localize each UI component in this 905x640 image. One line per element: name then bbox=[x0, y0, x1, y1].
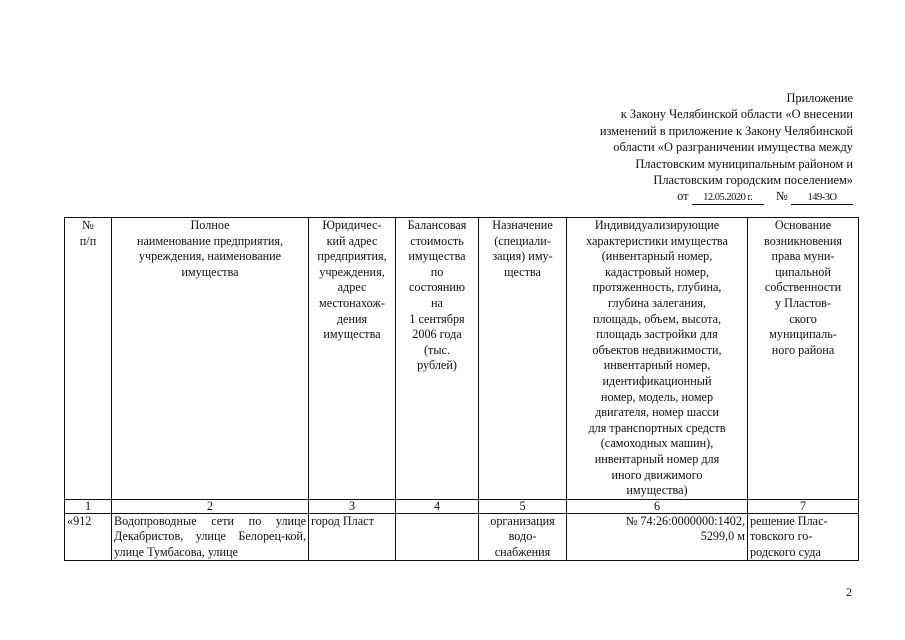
from-label: от bbox=[677, 189, 689, 204]
appendix-line: области «О разграничении имущества между bbox=[613, 140, 853, 155]
appendix-line: к Закону Челябинской области «О внесении bbox=[620, 107, 853, 122]
header-address: Юридичес- кий адрес предприятия, учреждения, адрес местонахож- дения имущества bbox=[309, 218, 396, 500]
law-date-number bbox=[523, 188, 853, 205]
column-number: 4 bbox=[396, 499, 479, 513]
column-number: 3 bbox=[309, 499, 396, 513]
table-header-row bbox=[65, 218, 859, 500]
row-address: город Пласт bbox=[309, 513, 396, 561]
appendix-header bbox=[523, 90, 853, 205]
column-numbers-row bbox=[65, 499, 859, 513]
column-number: 5 bbox=[479, 499, 567, 513]
header-number: № п/п bbox=[65, 218, 112, 500]
page-number: 2 bbox=[846, 585, 852, 599]
row-purpose: организация водо- снабжения bbox=[479, 513, 567, 561]
row-characteristics: № 74:26:0000000:1402, 5299,0 м bbox=[567, 513, 748, 561]
law-number: 149-ЗО bbox=[791, 191, 853, 205]
appendix-line: Пластовским городским поселением» bbox=[653, 173, 853, 188]
appendix-line: Пластовским муниципальным районом и bbox=[635, 156, 853, 171]
header-name: Полное наименование предприятия, учреждения, наименование имущества bbox=[112, 218, 309, 500]
row-balance bbox=[396, 513, 479, 561]
column-number: 1 bbox=[65, 499, 112, 513]
header-characteristics: Индивидуализирующие характеристики имущества (инвентарный номер, кадастровый номер, протяженность, глубина, глубина залегания, площадь, объем, высота, площадь застройки для объектов недвижимости, инвентарный номер, идентификационный номер, модель, номер двигателя, номер шасси для транспортных средств (самоходных машин), инвентарный номер для иного движимого имущества) bbox=[567, 218, 748, 500]
column-number: 2 bbox=[112, 499, 309, 513]
header-balance: Балансовая стоимость имущества по состоянию на 1 сентября 2006 года (тыс. рублей) bbox=[396, 218, 479, 500]
column-number: 6 bbox=[567, 499, 748, 513]
law-date: 12.05.2020 г. bbox=[692, 191, 764, 205]
row-name: Водопроводные сети по улице Декабристов, улице Белорец-кой, улице Тумбасова, улице bbox=[112, 513, 309, 561]
column-number: 7 bbox=[748, 499, 859, 513]
property-table bbox=[64, 217, 859, 561]
header-purpose: Назначение (специали- зация) иму- щества bbox=[479, 218, 567, 500]
table-row bbox=[65, 513, 859, 561]
header-basis: Основание возникновения права муни- ципальной собственности у Пластов- ского муниципаль- ного района bbox=[748, 218, 859, 500]
appendix-line: изменений в приложение к Закону Челябинской bbox=[599, 123, 853, 138]
row-number: «912 bbox=[65, 513, 112, 561]
appendix-title: Приложение bbox=[786, 91, 853, 105]
number-label: № bbox=[776, 189, 788, 204]
row-basis: решение Плас- товского го- родского суда bbox=[748, 513, 859, 561]
